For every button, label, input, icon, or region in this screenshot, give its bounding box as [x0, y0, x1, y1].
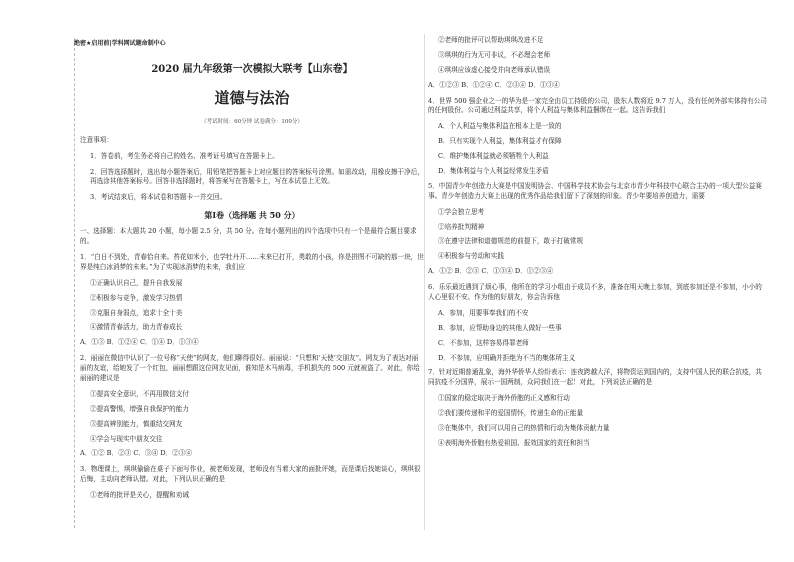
option-line: ④积极参与劳动和实践 — [438, 252, 504, 261]
option-line: ④激情青春活力，助力青春成长 — [90, 323, 183, 332]
option-line: ③在遵守法律和道德规范的前提下，敢于打破常规 — [438, 237, 584, 246]
option-line: ①提高安全意识，不再用微信支付 — [90, 389, 189, 398]
option-line: ①正确认识自己，提升自我发展 — [90, 278, 183, 287]
question-line: 6．乐乐最近遇到了烦心事，他所在的学习小组由于成员不多，准备在明天晚上参加，到底参加还是不参加，小小的人心里很不安。作为他的好朋友，你会告诉他 — [428, 283, 762, 302]
answer-choices: A．①②③ B．①②④ C．②③④ D．①③④ — [428, 80, 560, 89]
option-line: ④表明海外侨胞有热爱祖国、报效国家的责任和担当 — [438, 438, 590, 447]
option-line: A．个人利益与集体利益在根本上是一致的 — [438, 122, 562, 131]
option-line: ②提高警惕，增强自我保护的能力 — [90, 404, 189, 413]
option-line: ③在集体中，我们可以用自己的热情和行动为集体贡献力量 — [438, 424, 610, 433]
notice-item: 3．考试结束后，将本试卷和答题卡一并交回。 — [90, 193, 227, 202]
question-line: 一、选择题：本大题共 20 小题，每小题 2.5 分，共 50 分。在每小题列出的四个选项中只有一个是最符合题目要求的。 — [80, 227, 417, 246]
left-column — [80, 36, 424, 506]
notice-item: 2．回答选择题时，选出每小题答案后，用铅笔把答题卡上对应题目的答案标号涂黑。如需改动，用橡皮擦干净后，再选涂其他答案标号。回答非选择题时，将答案写在答题卡上，写在本试卷上无效。 — [90, 167, 424, 186]
option-line: B．参加，应帮助身边的其他人做好一些事 — [438, 323, 562, 332]
option-line: ③克服自身弱点，追求十全十美 — [90, 308, 183, 317]
option-line: B．只有实现个人利益，集体利益才有保障 — [438, 137, 562, 146]
option-line: ②培养批判精神 — [438, 222, 485, 231]
answer-choices: A．①③ B．①②④ C．①④ D．①③④ — [80, 338, 199, 347]
question-line: 2．丽丽在微信中认识了一位号称“天使”的网友，他们聊得很好。丽丽说：“只想和‘天使’交朋友”。网友为了表达对丽丽的友谊，给她发了一个红包，丽丽想跟这位网友见面，谁知是木马病毒，手机损失的 500 元就被盗了。对此，你给丽丽的建议是 — [80, 354, 420, 382]
answer-choices: A．①② B．②③ C．③④ D．②③④ — [80, 449, 192, 458]
exam-meta: （考试时间：60分钟 试卷满分：100分） — [201, 118, 303, 125]
option-line: D．不参加，应明确并拒绝为不当的集体所主义 — [438, 353, 576, 362]
option-line: ④琪琪应该虚心接受并向老师承认错误 — [438, 65, 551, 74]
right-column — [428, 36, 768, 454]
question-line: 1．“白日不到处，青春恰自来。苔花如米小，也学牡丹开……未来已打开，勇敢的小孩，你是拼图不可缺的那一块，世界是纯白冰消梦的未来。”为了实现冰消梦的未来，我们应 — [80, 252, 424, 271]
secret-label: 绝密★启用前|学科网试题命制中心 — [74, 40, 166, 47]
option-line: ①老师的批评是关心，提醒和劝诫 — [90, 491, 189, 500]
binding-margin — [52, 38, 75, 528]
option-line: A．参加，用要事奉我们的不安 — [438, 308, 529, 317]
option-line: C．不参加，这样容易得罪老师 — [438, 338, 529, 347]
option-line: C．维护集体利益就必须牺牲个人利益 — [438, 152, 549, 161]
question-line: 4．世界 500 强企业之一的华为是一家完全由员工持股的公司，股东人数将近 9.7 万人，没有任何外部实体持有公司的任何股份。公司通过利益共享，将个人利益与集体利益捆绑在一起。这告诉我们 — [428, 96, 767, 115]
option-line: ②积极参与竞争，激发学习热情 — [90, 293, 183, 302]
option-line: ②我们要传递和平的爱国情怀，传递生命的正能量 — [438, 409, 584, 418]
answer-choices: A．①② B．②③ C．①③④ D．①②③④ — [428, 267, 554, 276]
notice-heading: 注意事项： — [80, 135, 113, 144]
notice-item: 1．答卷前，考生务必将自己的姓名、准考证号填写在答题卡上。 — [90, 151, 279, 160]
option-line: ④学会与现实中朋友交往 — [90, 434, 163, 443]
section-title: 第Ⅰ卷（选择题 共 50 分） — [204, 210, 300, 221]
option-line: ③琪琪的行为无可非议，不必理会老师 — [438, 50, 551, 59]
question-line: 5．中国青少年创造力大赛是中国发明协会、中国科学技术协会与北京市青少年科技中心联合主办的一项大型公益赛事。青少年创造力大赛上出现的优秀作品给我们留下了深刻的印象。青少年要培养创造力，需要 — [428, 181, 762, 200]
exam-title-top: 2020 届九年级第一次模拟大联考【山东卷】 — [151, 64, 353, 75]
option-line: ②老师的批评可以帮助琪琪改进不足 — [438, 36, 544, 44]
column-divider — [424, 34, 425, 530]
question-line: 7．针对近期普通乱象，海外华侨华人纷纷表示：连夜跨越大洋，将物资运到国内的，支持中国人民的联合抗疫，共同抗疫不分国界，展示一国两制，众同我们在一起！对此，下列说法正确的是 — [428, 368, 762, 387]
option-line: ③提高辨别能力，慎重结交网友 — [90, 419, 183, 428]
option-line: ①学会独立思考 — [438, 207, 485, 216]
exam-title-main: 道德与法治 — [214, 89, 290, 107]
option-line: ①国家的稳定取决于海外侨胞的正义感和行动 — [438, 394, 570, 403]
option-line: D．集体利益与个人利益经常发生矛盾 — [438, 167, 549, 176]
question-line: 3．物理课上，琪琪偷偷在桌子下面写作业，被老师发现，老师没有当着大家的面批评她，而是课后找她谈心，琪琪很后悔，主动向老师认错。对此，下列认识正确的是 — [80, 465, 421, 484]
